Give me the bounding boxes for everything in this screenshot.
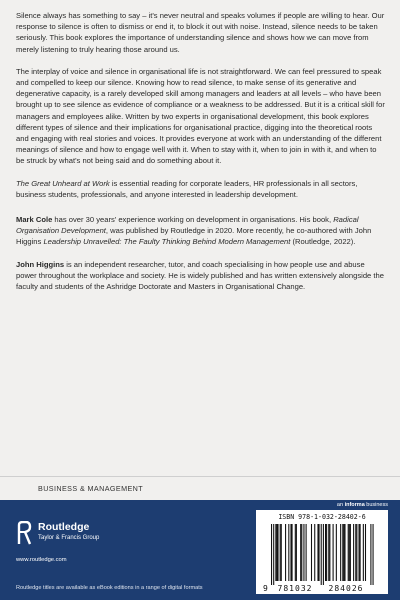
author-name: Mark Cole <box>16 215 53 225</box>
barcode-lead-digit: 9 <box>263 584 268 593</box>
barcode-bar <box>344 524 345 581</box>
bio-book-title: Radical Organisation Development <box>16 215 359 236</box>
bio-text: (Routledge, 2022). <box>290 237 356 247</box>
barcode-bar <box>360 524 361 581</box>
bio-book-title: Leadership Unravelled: The Faulty Thinking Behind Modern Management <box>43 237 291 247</box>
barcode-bar <box>373 524 374 585</box>
barcode-bar <box>363 524 364 581</box>
publisher-name: Routledge <box>38 521 90 533</box>
barcode-bar <box>296 524 297 581</box>
publisher-website: www.routledge.com <box>16 557 67 563</box>
isbn-barcode <box>256 510 388 594</box>
barcode-bar <box>300 524 301 581</box>
barcode-right-digits: 284026 <box>328 584 364 593</box>
barcode-bar <box>365 524 366 581</box>
barcode-bar <box>342 524 343 581</box>
author-bio-john-higgins <box>16 259 386 293</box>
barcode-bar <box>328 524 329 581</box>
subject-category-bar <box>0 476 400 501</box>
barcode-bar <box>349 524 350 581</box>
ebook-availability-note: Routledge titles are available as eBook editions in a range of digital formats <box>16 585 203 591</box>
barcode-bar <box>355 524 356 581</box>
barcode-bar <box>333 524 334 581</box>
author-name: John Higgins <box>16 259 65 269</box>
barcode-bar <box>336 524 337 581</box>
bio-text: has over 30 years' experience working on development in organisations. His book, <box>52 215 334 225</box>
barcode-bar <box>273 524 274 585</box>
barcode-bar <box>303 524 304 581</box>
barcode-bar <box>356 524 357 581</box>
blurb-paragraph-2: The interplay of voice and silence in organisational life is not straightforward. We can feel pressured to speak and compelled to keep our silence. Knowing how to read silence, to make sense of its generative and degenerative capacity, is a rarely developed skill among managers and leaders at all levels – who have been brought up to see silence as evidence of compliance or a weakness to be addressed. But it is a critical skill for managers and employees alike. Written by two experts in organisational development, this book explores different types of silence and their implications for organisational practice, digging into the theoretical roots and engaging with real stories and voices. It provides everyone at work with an understanding of the different meanings of silence and how to engage well with it. When to stay with it, when to join in with it, and when to be struck by what's not being said and do something about it. <box>16 66 385 166</box>
barcode-bar <box>370 524 371 585</box>
barcode-bar <box>277 524 278 581</box>
barcode-bar <box>348 524 349 581</box>
bio-text: , was published by Routledge in 2020. More recently, he co-authored with John Higgins <box>16 226 372 247</box>
barcode-bar <box>323 524 324 585</box>
barcode-bar <box>321 524 322 585</box>
barcode-bar <box>288 524 289 581</box>
back-cover-text <box>16 10 386 303</box>
barcode-bar <box>280 524 281 581</box>
subject-category-label: BUSINESS & MANAGEMENT <box>38 484 144 493</box>
barcode-bar <box>281 524 282 581</box>
barcode-bar <box>292 524 293 581</box>
isbn-label: ISBN 978-1-032-28402-6 <box>278 513 366 521</box>
barcode-graphic <box>260 523 384 593</box>
barcode-left-digits: 781032 <box>277 584 313 593</box>
blurb-paragraph-3 <box>16 178 386 200</box>
barcode-bar <box>319 524 320 581</box>
publisher-footer <box>0 500 400 600</box>
publisher-imprint: Taylor & Francis Group <box>38 535 100 541</box>
barcode-bar <box>353 524 354 581</box>
barcode-bar <box>275 524 276 581</box>
barcode-bar <box>317 524 318 581</box>
informa-tagline: an informa business <box>336 502 388 508</box>
barcode-bar <box>276 524 277 581</box>
barcode-bar <box>306 524 307 581</box>
barcode-bar <box>285 524 286 581</box>
barcode-bar <box>358 524 359 581</box>
barcode-bar <box>290 524 291 581</box>
bio-text: is an independent researcher, tutor, and coach specialising in how people use and abuse power throughout the workplace and society. He is widely published and has written extensively alongside the faculty and students of the Ashridge Doctorate and Masters in Organisational Change. <box>16 259 384 292</box>
book-title: The Great Unheard at Work <box>16 178 110 188</box>
barcode-bar <box>326 524 327 581</box>
barcode-bar <box>301 524 302 581</box>
barcode-bar <box>329 524 330 581</box>
blurb-paragraph-3-text: is essential reading for corporate leaders, HR professionals in all sectors, business students, professionals, and anyone interested in leadership development. <box>16 178 358 199</box>
barcode-bar <box>295 524 296 581</box>
barcode-bar <box>271 524 272 585</box>
barcode-bar <box>340 524 341 581</box>
blurb-paragraph-1: Silence always has something to say – it's never neutral and speaks volumes if people are willing to hear. Our response to silence is often to dismiss or end it, to block it out with noise. Instead, silence needs to be taken seriously. This book explores the importance of understanding silence and shows how we can move from merely listening to truly hearing those around us. <box>16 11 385 54</box>
routledge-logo-icon <box>16 521 32 545</box>
barcode-bar <box>314 524 315 581</box>
barcode-bar <box>350 524 351 581</box>
barcode-bar <box>311 524 312 581</box>
barcode-bar <box>325 524 326 581</box>
author-bio-mark-cole <box>16 214 386 248</box>
barcode-bar <box>343 524 344 581</box>
